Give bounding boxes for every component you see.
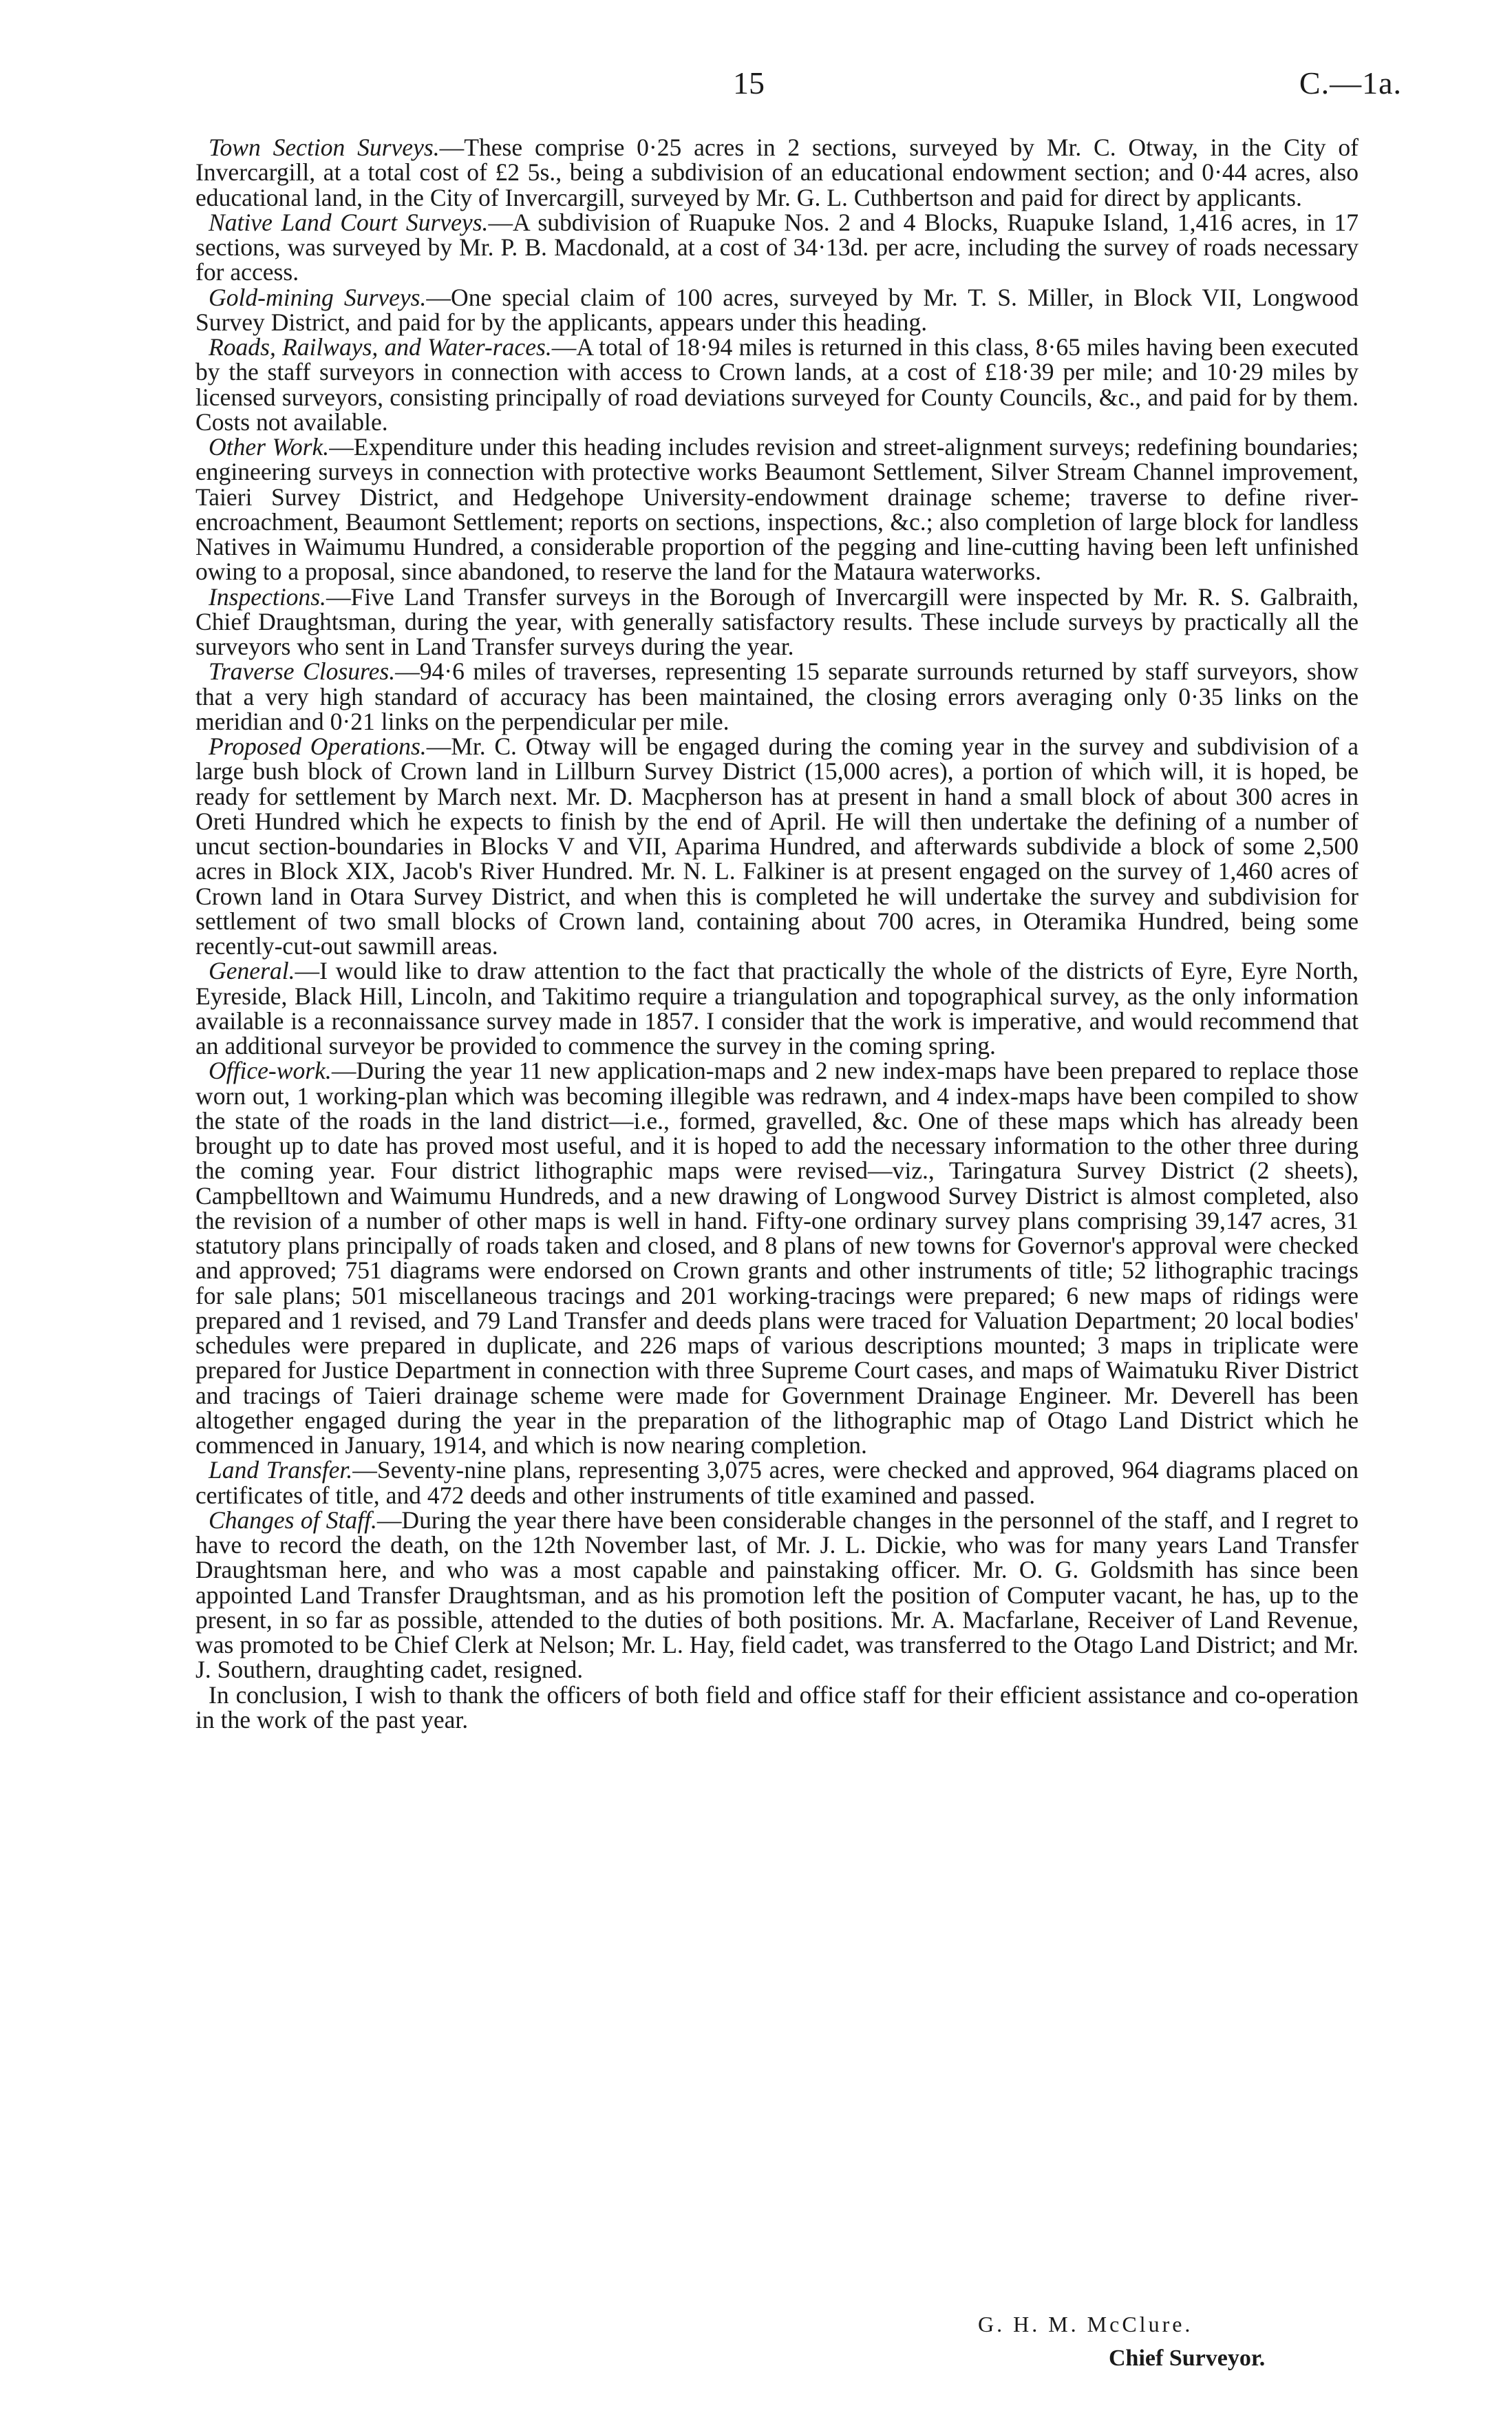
series-reference: C.—1a. [1299, 65, 1402, 101]
paragraph-text: —During the year there have been considerable changes in the personnel of the staff, and I regret to have to record the death, on the 12th November last, of Mr. J. L. Dickie, who was for many years Land Transfer Draughtsman here, and who was a most capable and painstaking officer. Mr. O. G. Goldsmith has since been appointed Land Transfer Draughtsman, and as his promotion left the position of Computer vacant, he has, up to the present, in so far as possible, attended to the duties of both positions. Mr. A. Macfarlane, Receiver of Land Revenue, was promoted to be Chief Clerk at Nelson; Mr. L. Hay, field cadet, was transferred to the Otago Land District; and Mr. J. Southern, draughting cadet, resigned. [195, 1506, 1359, 1684]
paragraph-text: —A total of 18·94 miles is returned in this class, 8·65 miles having been executed by the staff surveyors in connection with access to Crown lands, at a cost of £18·39 per mile; and 10·29 miles by licensed surveyors, consisting principally of road deviations surveyed for County Councils, &c., and paid for by them. Costs not available. [195, 333, 1359, 436]
paragraph-heading: Office-work. [209, 1057, 332, 1085]
paragraph-heading: General. [209, 957, 295, 985]
paragraph-text: In conclusion, I wish to thank the officers of both field and office staff for their efficient assistance and co-operation in the work of the past year. [195, 1680, 1359, 1733]
paragraph-text: —These comprise 0·25 acres in 2 sections, surveyed by Mr. C. Otway, in the City of Invercargill, at a total cost of £2 5s., being a subdivision of an educational endowment section; and 0·44 acres, also educational land, in the City of Invercargill, surveyed by Mr. G. L. Cuthbertson and paid for direct by applicants. [195, 134, 1359, 211]
paragraph-office-work [195, 1058, 1359, 1457]
paragraph-land-transfer [195, 1457, 1359, 1508]
paragraph-inspections [195, 584, 1359, 660]
paragraph-text: —94·6 miles of traverses, representing 15 separate surrounds returned by staff surveyors, show that a very high standard of accuracy has been maintained, the closing errors averaging only 0·35 links on the meridian and 0·21 links on the perpendicular per mile. [195, 657, 1359, 735]
paragraph-text: —Seventy-nine plans, representing 3,075 acres, were checked and approved, 964 diagrams placed on certificates of title, and 472 deeds and other instruments of title examined and passed. [195, 1456, 1359, 1509]
paragraph-gold-mining-surveys [195, 285, 1359, 335]
paragraph-heading: Gold-mining Surveys. [209, 283, 427, 311]
paragraph-text: —Expenditure under this heading includes revision and street-alignment surveys; redefining boundaries; engineering surveys in connection with protective works Beaumont Settlement, Silver Stream Channel improvement, Taieri Survey District, and Hedgehope University-endowment drainage scheme; traverse to define river-encroachment, Beaumont Settlement; reports on sections, inspections, &c.; also completion of large block for landless Natives in Waimumu Hundred, a considerable proportion of the pegging and line-cutting having been left unfinished owing to a proposal, since abandoned, to reserve the land for the Mataura waterworks. [195, 433, 1359, 586]
paragraph-text: —One special claim of 100 acres, surveyed by Mr. T. S. Miller, in Block VII, Longwood Survey District, and paid for by the applicants, appears under this heading. [195, 283, 1359, 336]
paragraph-general [195, 958, 1359, 1058]
paragraph-text: —A subdivision of Ruapuke Nos. 2 and 4 Blocks, Ruapuke Island, 1,416 acres, in 17 sections, was surveyed by Mr. P. B. Macdonald, at a cost of 34·13d. per acre, including the survey of roads necessary for access. [195, 208, 1359, 286]
page-number: 15 [733, 65, 765, 101]
paragraph-native-land-court-surveys [195, 210, 1359, 285]
paragraph-changes-of-staff [195, 1508, 1359, 1683]
paragraph-heading: Town Section Surveys. [209, 134, 440, 161]
paragraph-text: —I would like to draw attention to the fact that practically the whole of the districts of Eyre, Eyre North, Eyreside, Black Hill, Lincoln, and Takitimo require a triangulation and topographical survey, as the only information available is a reconnaissance survey made in 1857. I consider that the work is imperative, and would recommend that an additional surveyor be provided to commence the survey in the coming spring. [195, 957, 1359, 1059]
signature-title: Chief Surveyor. [1109, 2345, 1266, 2371]
paragraph-heading: Traverse Closures. [209, 657, 396, 686]
paragraph-heading: Land Transfer. [209, 1456, 353, 1484]
paragraph-heading: Changes of Staff. [209, 1506, 377, 1534]
paragraph-conclusion [195, 1680, 1359, 1733]
paragraph-text: —Five Land Transfer surveys in the Borough of Invercargill were inspected by Mr. R. S. Galbraith, Chief Draughtsman, during the year, with generally satisfactory results. These include surveys by practically all the surveyors who sent in Land Transfer surveys during the year. [195, 582, 1359, 660]
paragraph-text: —During the year 11 new application-maps and 2 new index-maps have been prepared to replace those worn out, 1 working-plan which was becoming illegible was redrawn, and 4 index-maps have been compiled to show the state of the roads in the land district—i.e., formed, gravelled, &c. One of these maps which has already been brought up to date has proved most useful, and it is hoped to add the necessary information to the other three during the coming year. Four district lithographic maps were revised—viz., Taringatura Survey District (2 sheets), Campbelltown and Waimumu Hundreds, and a new drawing of Longwood Survey District is almost completed, also the revision of a number of other maps is well in hand. Fifty-one ordinary survey plans comprising 39,147 acres, 31 statutory plans principally of roads taken and closed, and 8 plans of new towns for Governor's approval were checked and approved; 751 diagrams were endorsed on Crown grants and other instruments of title; 52 lithographic tracings for sale plans; 501 miscellaneous tracings and 201 working-tracings were prepared; 6 new maps of ridings were prepared and 1 revised, and 79 Land Transfer and deeds plans were traced for Valuation Department; 20 local bodies' schedules were prepared in duplicate, and 226 maps of various descriptions mounted; 3 maps in triplicate were prepared for Justice Department in connection with three Supreme Court cases, and maps of Waimatuku River District and tracings of Taieri drainage scheme were made for Government Drainage Engineer. Mr. Deverell has been altogether engaged during the year in the preparation of the lithographic map of Otago Land District which he commenced in January, 1914, and which is now nearing completion. [195, 1057, 1359, 1459]
paragraph-roads-railways [195, 335, 1359, 434]
paragraph-heading: Proposed Operations. [209, 732, 427, 760]
paragraph-text: —Mr. C. Otway will be engaged during the coming year in the survey and subdivision of a large bush block of Crown land in Lillburn Survey District (15,000 acres), a portion of which will, it is hoped, be ready for settlement by March next. Mr. D. Macpherson has at present in hand a small block of about 300 acres in Oreti Hundred which he expects to finish by the end of April. He will then undertake the defining of a number of uncut section-boundaries in Blocks V and VII, Aparima Hundred, and afterwards subdivide a block of some 2,500 acres in Block XIX, Jacob's River Hundred. Mr. N. L. Falkiner is at present engaged on the survey of 1,460 acres of Crown land in Otara Survey District, and when this is completed he will undertake the survey and subdivision for settlement of two small blocks of Crown land, containing about 700 acres, in Oteramika Hundred, being some recently-cut-out sawmill areas. [195, 732, 1359, 960]
paragraph-heading: Roads, Railways, and Water-races. [209, 333, 552, 361]
report-body [195, 135, 1359, 1732]
signature-name: G. H. M. McClure. [978, 2312, 1193, 2337]
paragraph-proposed-operations [195, 734, 1359, 958]
paragraph-heading: Other Work. [209, 433, 330, 461]
paragraph-traverse-closures [195, 659, 1359, 734]
paragraph-town-section-surveys [195, 135, 1359, 210]
paragraph-heading: Native Land Court Surveys. [209, 208, 489, 236]
paragraph-other-work [195, 434, 1359, 584]
paragraph-heading: Inspections. [209, 582, 326, 611]
